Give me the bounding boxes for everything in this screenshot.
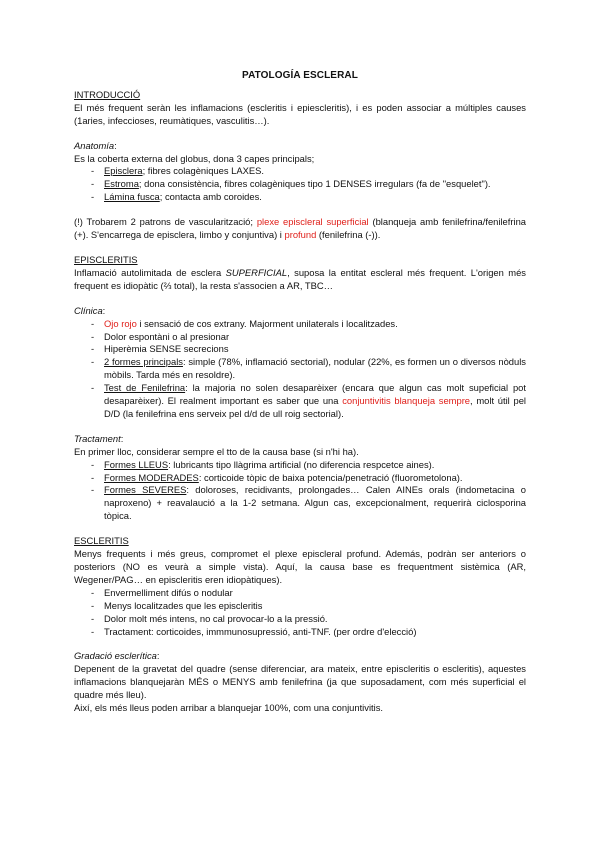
- list-item: - Formes MODERADES: corticoide tòpic de baixa potencia/penetració (fluorometolona).: [74, 472, 526, 485]
- list-item: - Tractament: corticoides, immmunosupressió, anti-TNF. (per ordre d'elecció): [74, 626, 526, 639]
- gradacio-subheading: Gradació esclerítica:: [74, 650, 160, 662]
- anatomy-subheading: Anatomía:: [74, 139, 117, 151]
- escleritis-paragraph: Menys frequents i més greus, compromet el plexe episcleral profund. Además, podràn ser anteriors o posteriors (NO es veurà a simple vista). Aquí, la causa base es frequentment sistèmica (AR, Wegener/PAG… en episcleritis eren idiopàtiques).: [74, 548, 526, 585]
- document-body: [74, 70, 526, 715]
- episcleritis-paragraph: Inflamació autolimitada de esclera SUPERFICIAL, suposa la entitat escleral més frequent. L'origen més frequent es idiopàtic (⅔ total), la resta s'associen a AR, TBC…: [74, 266, 526, 291]
- gradacio-paragraph: Depenent de la gravetat del quadre (sense diferenciar, ara mateix, entre episcleritis o escleritis), aquestes inflamacions blanquejaràn MÉS o MENYS amb fenilefrina (ja que suposadament, com més superficial el quadre més lleu).: [74, 663, 526, 701]
- list-item: - Episclera; fibres colagèniques LAXES.: [74, 165, 526, 178]
- list-item: - Estroma; dona consistència, fibres colagèniques tipo 1 DENSES irregulars (fa de "esquelet").: [74, 178, 526, 191]
- list-item: - Lámina fusca; contacta amb coroides.: [74, 191, 526, 204]
- intro-paragraph: El més frequent seràn les inflamacions (escleritis i epiescleritis), i es poden associar a múltiples causes (1aries, infeccioses, reumàtiques, vasculitis…).: [74, 101, 526, 126]
- list-item: - Menys localitzades que les episcleritis: [74, 600, 526, 613]
- list-item: - Test de Fenilefrina: la majoria no solen desaparèixer (encara que algun cas molt supeficial pot desaparèixer). El realment important es saber que una conjuntivitis blanqueja sempre, molt útil pel D/D (la fenilefrina ens serveix pel d/d de ull roig sectorial).: [74, 382, 526, 421]
- list-item: - Dolor molt més intens, no cal provocar-lo a la pressió.: [74, 613, 526, 626]
- tractament-paragraph: En primer lloc, considerar sempre el tto de la causa base (si n'hi ha).: [74, 445, 359, 457]
- list-item: - 2 formes principals: simple (78%, inflamació sectorial), nodular (22%, es formen un o diversos nòduls mòbils. Tarda més en resoldre).: [74, 356, 526, 382]
- list-item: - Formes LLEUS: lubricants tipo llàgrima artificial (no diferencia respcetce aines).: [74, 459, 526, 472]
- page-title: PATOLOGÍA ESCLERAL: [242, 70, 358, 81]
- heading-introduccio: INTRODUCCIÓ: [74, 88, 141, 100]
- list-item: - Dolor espontàni o al presionar: [74, 331, 526, 344]
- clinica-list: [74, 318, 526, 421]
- anatomy-paragraph: Es la coberta externa del globus, dona 3 capes principals;: [74, 152, 315, 164]
- heading-escleritis: ESCLERITIS: [74, 535, 129, 547]
- tractament-list: [74, 459, 526, 524]
- heading-episcleritis: EPISCLERITIS: [74, 253, 138, 265]
- list-item: - Envermelliment difús o nodular: [74, 587, 526, 600]
- clinica-subheading: Clínica:: [74, 304, 106, 316]
- list-item: - Ojo rojo i sensació de cos extrany. Majorment unilaterals i localitzades.: [74, 318, 526, 331]
- list-item: - Hiperèmia SENSE secrecions: [74, 343, 526, 356]
- tractament-subheading: Tractament:: [74, 432, 124, 444]
- list-item: - Formes SEVERES: doloroses, recidivants, prolongades… Calen AINEs orals (indometacina o naproxeno) + reavalaució a la 1-2 setmana. Algun cas, excepcionalment, requerirà ciclosporina tòpica.: [74, 484, 526, 523]
- escleritis-list: [74, 587, 526, 639]
- layers-list: [74, 165, 526, 204]
- patterns-paragraph: (!) Trobarem 2 patrons de vascularització; plexe episcleral superficial (blanqueja amb fenilefrina/fenilefrina (+). S'encarrega de episclera, limbo y conjuntiva) i profund (fenilefrina (-)).: [74, 216, 527, 241]
- gradacio-paragraph-2: Així, els més lleus poden arribar a blanquejar 100%, com una conjuntivitis.: [74, 702, 384, 714]
